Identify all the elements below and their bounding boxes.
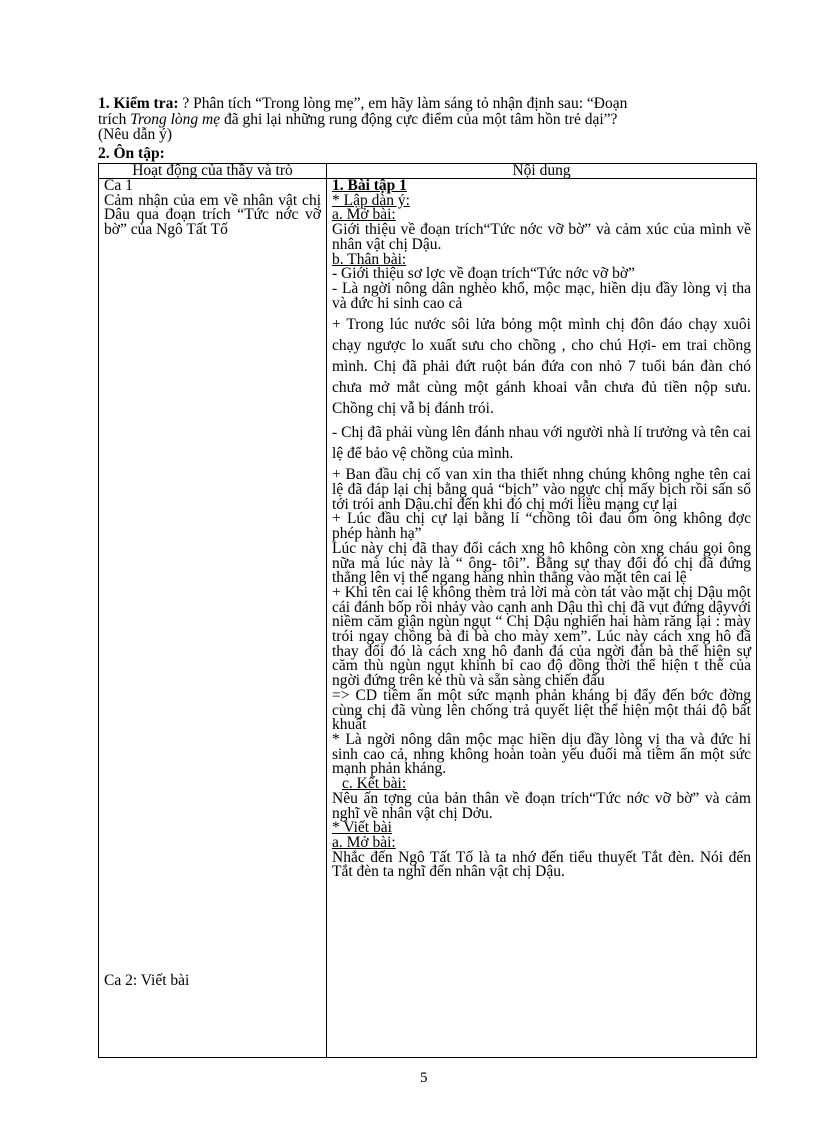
writing-intro-text: Nhắc đến Ngô Tất Tố là ta nhớ đến tiểu thuyết Tắt đèn. Nói đến Tắt đèn ta nghĩ đến nhân vật chị Dậu. xyxy=(332,848,751,881)
body-point: + Ban đầu chị cố van xin tha thiết nhng chúng không nghe tên cai lệ đã đáp lại chị bằng quả “bịch” vào ngực chị mấy bịch rồi sấn sổ tới trói anh Dậu.chỉ đến khi đó chị mới liều mạng cự lại xyxy=(332,466,751,513)
body-point: + Lúc đầu chị cự lại bằng lí “chồng tôi đau ốm ông không đợc phép hành hạ” xyxy=(332,510,751,543)
review-heading: 2. Ôn tập: xyxy=(98,145,165,162)
check-line-3: (Nêu dẫn ý) xyxy=(98,126,173,143)
content-cell xyxy=(327,179,757,1058)
check-line-2: trích Trong lòng mẹ đã ghi lại những rung động cực điểm của một tâm hồn trẻ dại”? xyxy=(98,110,618,128)
table-row xyxy=(99,179,757,1058)
check-line-1: 1. Kiểm tra: ? Phân tích “Trong lòng mẹ”, em hãy làm sáng tỏ nhận định sau: “Đoạn xyxy=(98,95,628,112)
writing-heading: * Viết bài xyxy=(332,819,392,837)
intro-text: Giới thiệu về đoạn trích“Tức nớc vỡ bờ” và cảm xúc của mình về nhân vật chị Dậu. xyxy=(332,221,751,253)
lesson-table xyxy=(98,163,757,1058)
body-point: - Là ngời nông dân nghèo khổ, mộc mạc, hiền dịu đầy lòng vị tha và đức hi sinh cao cả xyxy=(332,279,751,312)
body-point: - Chị đã phải vùng lên đánh nhau với người nhà lí trưởng và tên cai lệ để bảo vệ chồng của mình. xyxy=(332,424,751,463)
ca1-title: Ca 1 xyxy=(104,177,133,194)
body-heading: b. Thân bài: xyxy=(332,250,407,268)
exercise-heading: 1. Bài tập 1 xyxy=(332,177,407,194)
ca2-title: Ca 2: Viết bài xyxy=(104,972,190,989)
intro-heading: a. Mở bài: xyxy=(332,206,396,224)
body-point: => CD tiềm ẩn một sức mạnh phản kháng bị đẩy đến bớc đờng cùng chị đã vùng lên chống trả quyết liệt thể hiện một thái độ bất khuất xyxy=(332,686,751,734)
conclusion-text: Nêu ấn tợng của bản thân về đoạn trích“Tức nớc vỡ bờ” và cảm nghĩ về nhân vật chị Dởu. xyxy=(332,789,751,822)
ca1-prompt: Cảm nhận của em về nhân vật chị Dâu qua đoạn trích “Tức nớc vỡ bờ” của Ngô Tất Tố xyxy=(104,191,321,238)
page-number: 5 xyxy=(420,1070,428,1086)
header-content: Nội dung xyxy=(327,164,757,179)
body-point: * Là ngời nông dân mộc mạc hiền dịu đầy lòng vị tha và đức hi sinh cao cả, nhng không hoàn toàn yếu đuối mà tiềm ẩn một sức mạnh phản kháng. xyxy=(332,730,751,778)
outline-heading: * Lập dàn ý: xyxy=(332,191,410,209)
body-point: + Trong lúc nước sôi lửa bỏng một mình chị đôn đáo chạy xuôi chạy ngược lo xuất sưu cho chồng , cho chú Hợi- em trai chồng mình. Chị đã phải đứt ruột bán đứa con nhỏ 7 tuổi bán đàn chó chưa mở mắt cùng một gánh khoai vẫn chưa đủ tiền nộp sưu. Chồng chị vẫ bị đánh trói. xyxy=(332,316,751,418)
activities-cell xyxy=(99,179,327,1058)
work-title: Trong lòng mẹ xyxy=(130,110,221,128)
table-header-row xyxy=(99,164,757,179)
writing-intro-heading: a. Mở bài: xyxy=(332,833,396,851)
conclusion-heading: c. Kết bài: xyxy=(342,775,407,793)
header-activities: Hoạt động của thầy và trò xyxy=(99,164,327,179)
check-section xyxy=(98,96,758,143)
check-label: 1. Kiểm tra: xyxy=(98,95,179,112)
body-point: - Giới thiệu sơ lợc về đoạn trích“Tức nớc vỡ bờ” xyxy=(332,265,635,283)
body-point: + Khi tên cai lệ không thèm trả lời mà còn tát vào mặt chị Dậu một cái đánh bốp rồi nhảy vào cạnh anh Dậu thì chị đã vụt đứng dậyvới niềm căm giận ngùn ngụt “ Chị Dậu nghiến hai hàm răng lại : mày trói ngay chồng bà đi bà cho mày xem”. Lúc này cách xng hô đã thay đổi đó là cách xng hô đanh đá của ngời đàn bà thể hiện sự căm thù ngùn ngụt khinh bỉ cao độ đồng thời thể hiện t thế của ngời đứng trên kẻ thù và sẵn sàng chiến đấu xyxy=(332,583,751,690)
body-point: Lúc này chị đã thay đổi cách xng hô không còn xng cháu gọi ông nữa mà lúc này là “ ông- tôi”. Bằng sự thay đổi đó chị đã đứng thẳng lên vị thế ngang hàng nhìn thẳng vào mặt tên cai lệ xyxy=(332,539,751,587)
